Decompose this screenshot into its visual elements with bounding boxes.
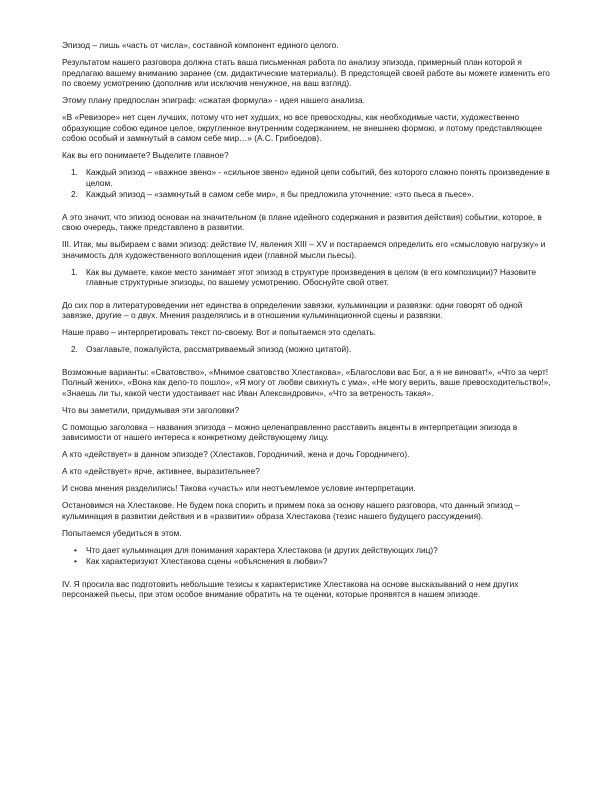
paragraph-who-acts: А кто «действует» в данном эпизоде? (Хлестаков, Городничий, жена и дочь Городничего). [62,449,410,459]
list-item-text: Каждый эпизод – «замкнутый в самом себе мир», я бы предложила уточнение: «это пьеса в пьесе». [86,189,474,199]
paragraph-result: Результатом нашего разговора должна стать ваша письменная работа по анализу эпизода, примерный план которой я предлагаю вашему вниманию заранее (см. дидактические материалы). В предстоящей своей работе вы можете изменить его по своему усмотрению (дополнив или исключив ненужное, на ваш взгляд). [62,57,550,88]
list-item [62,189,556,200]
paragraph-khlestakov: Остановимся на Хлестакове. Не будем пока спорить и примем пока за основу нашего разговора, что данный эпизод – кульминация в развитии действия и в «развитии» образа Хлестакова (тезис нашего будущего рассуждения). [62,500,520,521]
paragraph-epigraph-intro: Этому плану предпослан эпиграф: «сжатая формула» - идея нашего анализа. [62,95,365,105]
paragraph-literary-studies: До сих пор в литературоведении нет единства в определении завязки, кульминации и развязки: одни говорят об одной завязке, другие – о двух. Мнения разделялись и в отношении кульминационной сцены и развязки. [62,299,523,320]
paragraph-section-four: IV. Я просила вас подготовить небольшие тезисы к характеристике Хлестакова на основе высказываний о нем других персонажей пьесы, при этом особое внимание обратить на те оценки, которые проявятся в нашем эпизоде. [62,578,519,599]
paragraph-episode-definition: Эпизод – лишь «часть от числа», составной компонент единого целого. [62,40,339,50]
paragraph-opinions: И снова мнения разделились! Такова «участь» или неотъемлемое условие интерпретации. [62,483,416,493]
paragraph-attempt: Попытаемся убедиться в этом. [62,527,182,538]
bullet-list-questions [62,545,556,567]
list-marker: 1. [71,167,78,177]
list-item [62,267,556,288]
numbered-list-title-task [62,344,556,355]
paragraph-meaning: А это значит, что эпизод основан на значительном (в плане идейного содержания и развития действия) событии, которое, в свою очередь, также представлено в развитии. [62,211,542,232]
list-item-text: Озаглавьте, пожалуйста, рассматриваемый эпизод (можно цитатой). [86,344,352,354]
paragraph-section-three: III. Итак, мы выбираем с вами эпизод: действие IV, явления XIII – XV и постараемся определить его «смысловую нагрузку» и значимость для художественного воплощения идеи (главной мысли пьесы). [62,239,546,260]
bullet-marker: • [74,544,77,555]
paragraph-possible-variants: Возможные варианты: «Сватовство», «Мнимое сватовство Хлестакова», «Благослови вас Бог, а я не виноват!», «Что за черт! Полный жених», «Вона как дело-то пошло», «Я могу от любви свихнуть с ума», «Не могу верить, ваше превосходительство!», «Знаешь ли ты, какой чести удостаивает нас Иван Александрович», «Что за ветреность такая». [62,366,551,398]
paragraph-title-accents: С помощью заголовка – названия эпизода – можно целенаправленно расставить акценты в интерпретации эпизода в зависимости от нашего интереса к конкретному действующему лицу. [62,421,518,442]
numbered-list-structure [62,267,556,288]
list-item-text: Что дает кульминация для понимания характера Хлестакова (и других действующих лиц)? [86,544,438,555]
list-item-text: Как вы думаете, какое место занимает этот эпизод в структуре произведения в целом (в его композиции)? Назовите главные структурные эпизоды, по вашему усмотрению. Обоснуйте свой ответ. [86,266,537,287]
list-item-text: Каждый эпизод – «важное звено» - «сильное звено» единой цепи событий, без которого сложно понять произведение в целом. [86,167,550,188]
list-item [62,167,556,188]
list-item [62,344,556,355]
paragraph-question-titles: Что вы заметили, придумывая эти заголовки? [62,404,240,415]
list-marker: 2. [71,189,78,199]
list-item [62,556,556,567]
paragraph-interpretation-right: Наше право – интерпретировать текст по-своему. Вот и попытаемся это сделать. [62,327,376,337]
list-marker: 2. [71,344,78,354]
list-marker: 1. [71,266,78,277]
paragraph-question-main: Как вы его понимаете? Выделите главное? [62,150,229,160]
paragraph-epigraph-quote: «В «Ревизоре» нет сцен лучших, потому что нет худших, но все превосходны, как необходимые части, художественно образующие собою единое целое, округленное внутренним содержанием, не внешнею формою, и потому представляющее собою особый и замкнутый в самом себе мир…» (А.С. Грибоедов). [62,112,543,143]
list-item-text: Как характеризуют Хлестакова сцены «объяснения в любви»? [86,556,328,566]
paragraph-who-brighter: А кто «действует» ярче, активнее, выразительнее? [62,466,260,476]
list-item [62,545,556,556]
bullet-marker: • [74,556,77,566]
numbered-list-episode [62,167,556,200]
